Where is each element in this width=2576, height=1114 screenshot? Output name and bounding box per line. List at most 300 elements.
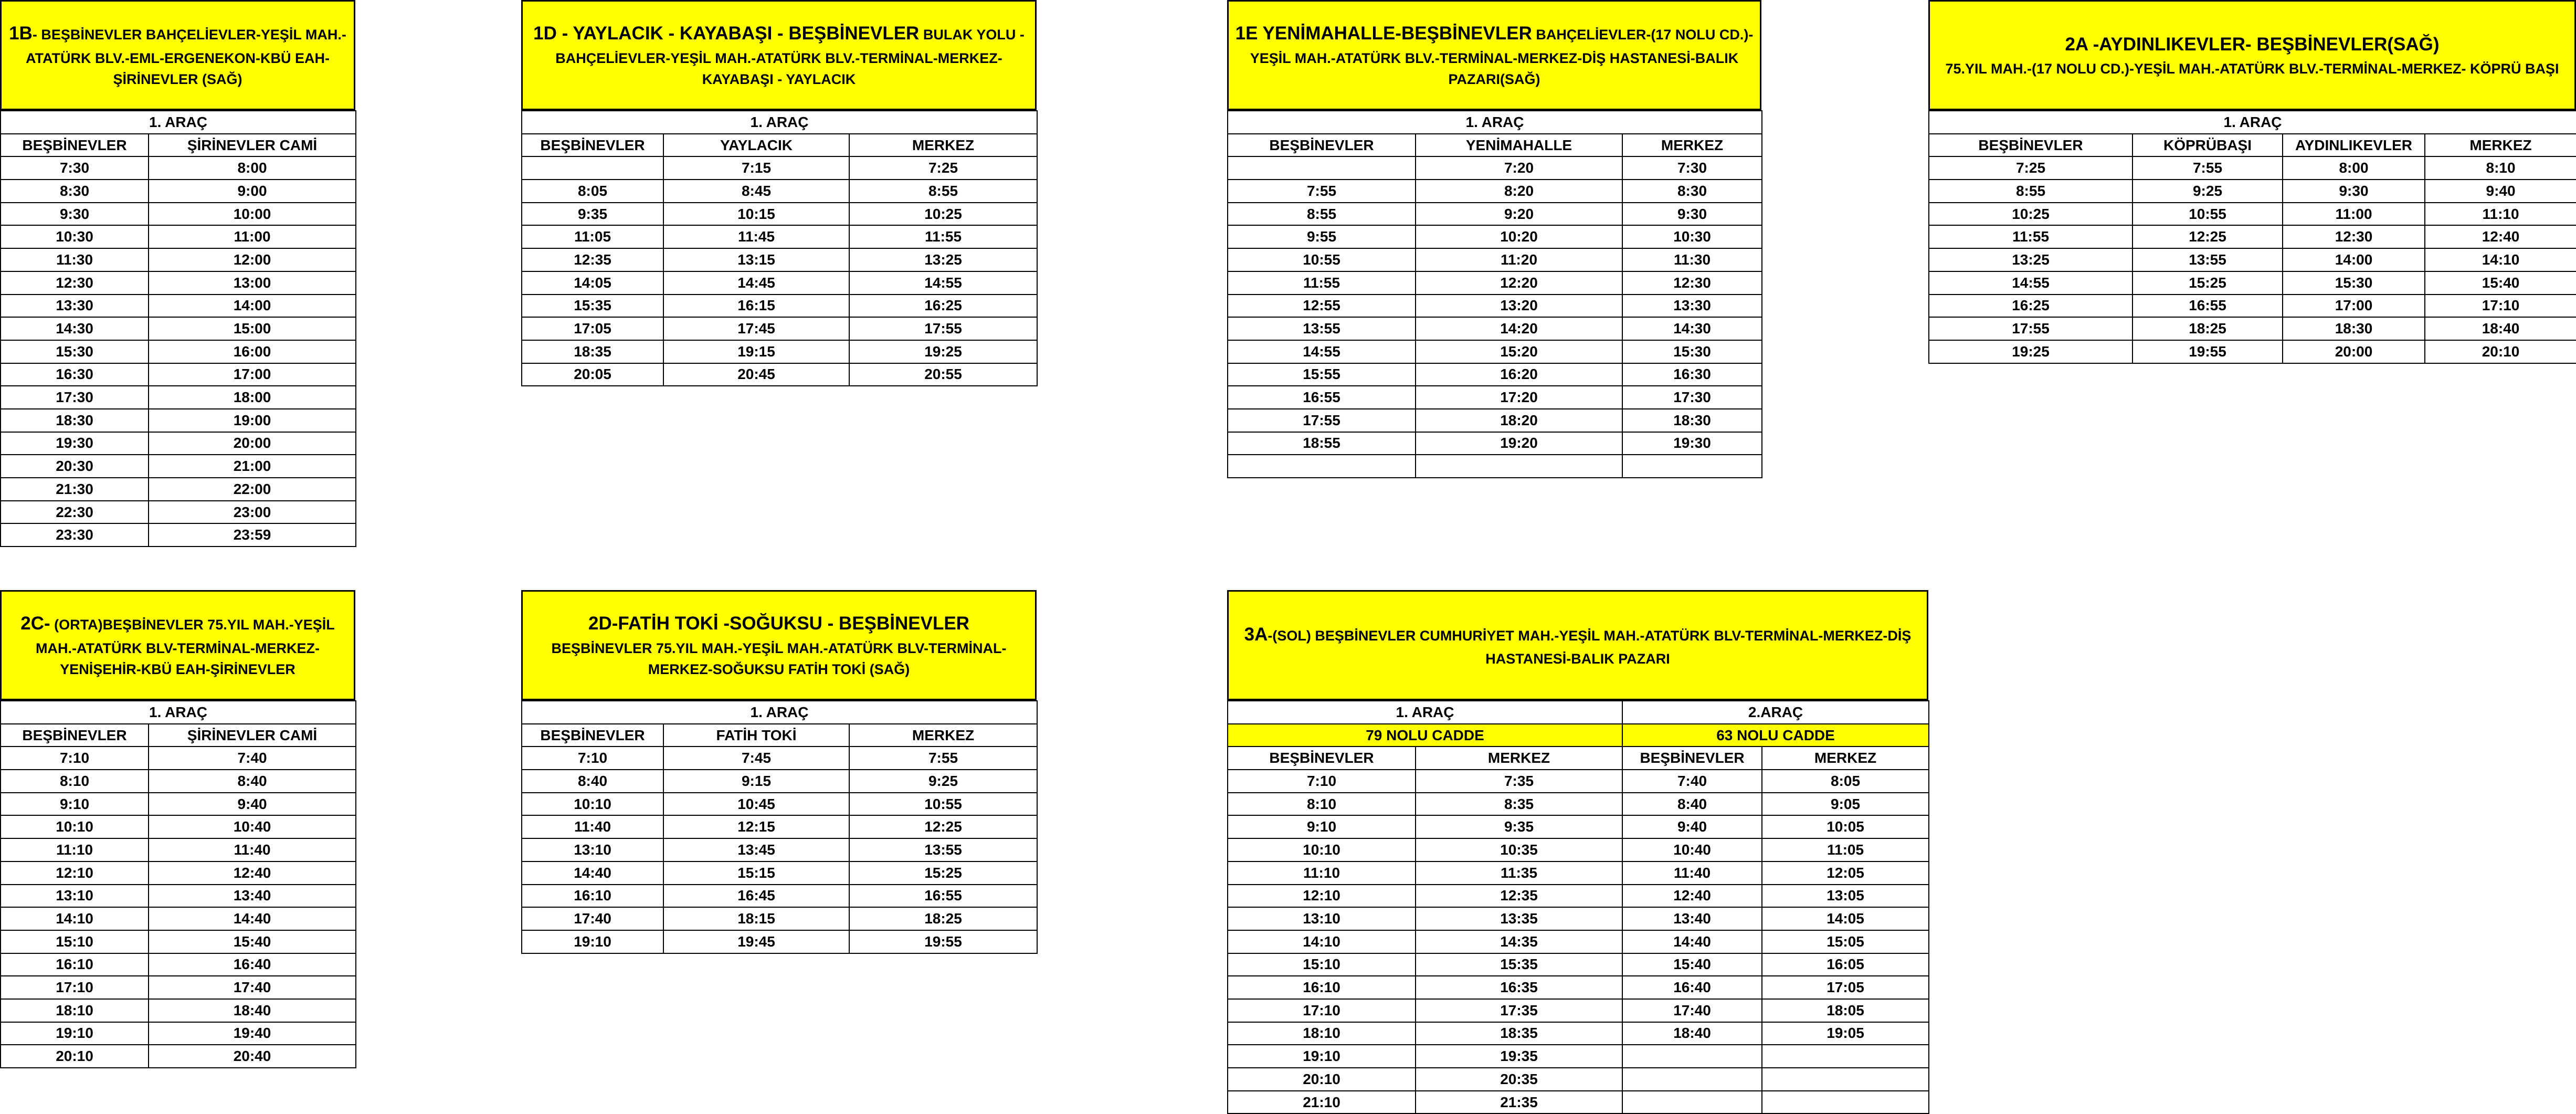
time-cell: 19:00 <box>149 409 356 432</box>
timetable-2c <box>0 700 356 1068</box>
time-cell: 12:20 <box>1416 271 1622 295</box>
time-cell: 21:10 <box>1228 1091 1416 1114</box>
route-description: BEŞBİNEVLER 75.YIL MAH.-YEŞİL MAH.-ATATÜRK BLV-TERMİNAL-MERKEZ-SOĞUKSU FATİH TOKİ (SAĞ) <box>551 640 1007 678</box>
time-cell: 8:00 <box>149 156 356 180</box>
table-row <box>522 156 1037 180</box>
table-row <box>522 815 1037 838</box>
route-code: 1E YENİMAHALLE-BEŞBİNEVLER <box>1235 23 1532 44</box>
table-row <box>1228 386 1762 409</box>
time-cell: 14:30 <box>1 317 149 340</box>
time-cell: 7:30 <box>1622 156 1762 180</box>
column-header-row <box>1 724 356 747</box>
table-row <box>1 386 356 409</box>
vehicle-label: 1. ARAÇ <box>1 701 356 724</box>
time-cell: 18:55 <box>1228 432 1416 455</box>
vehicle-label: 1. ARAÇ <box>1929 111 2576 134</box>
time-cell: 10:10 <box>522 793 663 816</box>
time-cell: 12:00 <box>149 248 356 271</box>
time-cell <box>1762 1091 1929 1114</box>
time-cell: 15:35 <box>1416 953 1622 976</box>
time-cell: 20:40 <box>149 1045 356 1068</box>
vehicle-label: 1. ARAÇ <box>1228 111 1762 134</box>
time-cell: 14:00 <box>2283 248 2425 271</box>
time-cell <box>1622 1045 1762 1068</box>
time-cell: 18:25 <box>2132 317 2283 340</box>
table-row <box>1 770 356 793</box>
time-cell: 10:10 <box>1228 838 1416 861</box>
time-cell: 7:55 <box>849 747 1037 770</box>
time-cell: 14:20 <box>1416 317 1622 340</box>
time-cell: 20:00 <box>149 432 356 455</box>
route-1b <box>0 0 355 547</box>
time-cell: 10:30 <box>1622 225 1762 248</box>
time-cell: 13:25 <box>1929 248 2132 271</box>
table-row <box>1 1022 356 1045</box>
route-2a <box>1928 0 2576 364</box>
time-cell: 9:25 <box>2132 180 2283 203</box>
table-row <box>1228 203 1762 226</box>
table-row <box>1228 815 1929 838</box>
time-cell: 11:40 <box>1622 861 1762 885</box>
route-description: BULAK YOLU -BAHÇELİEVLER-YEŞİL MAH.-ATATÜRK BLV.-TERMİNAL-MERKEZ-KAYABAŞI - YAYLACIK <box>555 27 1025 88</box>
time-cell: 15:10 <box>1228 953 1416 976</box>
table-row <box>1 478 356 501</box>
time-cell: 9:35 <box>522 203 663 226</box>
time-cell: 15:15 <box>663 861 849 885</box>
table-row <box>1228 770 1929 793</box>
column-header: FATİH TOKİ <box>663 724 849 747</box>
time-cell: 13:25 <box>849 248 1037 271</box>
table-row <box>1228 432 1762 455</box>
time-cell: 8:20 <box>1416 180 1622 203</box>
time-cell: 17:40 <box>522 907 663 930</box>
timetable-body <box>522 156 1037 386</box>
column-header: MERKEZ <box>1622 134 1762 157</box>
time-cell: 12:10 <box>1 861 149 885</box>
route-code: 2A -AYDINLIKEVLER- BEŞBİNEVLER(SAĞ) <box>2065 34 2440 55</box>
time-cell: 18:05 <box>1762 999 1929 1022</box>
table-row <box>1 793 356 816</box>
table-row <box>1929 225 2576 248</box>
time-cell: 17:45 <box>663 317 849 340</box>
time-cell: 12:10 <box>1228 885 1416 908</box>
time-cell: 19:20 <box>1416 432 1622 455</box>
time-cell: 15:10 <box>1 930 149 953</box>
table-row <box>1228 793 1929 816</box>
time-cell: 15:40 <box>2425 271 2576 295</box>
vehicle-row <box>1929 111 2576 134</box>
timetable-body <box>1929 156 2576 363</box>
time-cell: 9:35 <box>1416 815 1622 838</box>
table-row <box>1 815 356 838</box>
timetable-1d <box>521 110 1038 386</box>
time-cell: 8:55 <box>849 180 1037 203</box>
table-row <box>1228 1022 1929 1045</box>
time-cell: 9:10 <box>1228 815 1416 838</box>
time-cell: 11:10 <box>1 838 149 861</box>
time-cell: 18:40 <box>2425 317 2576 340</box>
table-row <box>1228 861 1929 885</box>
time-cell: 13:10 <box>1 885 149 908</box>
time-cell: 8:05 <box>1762 770 1929 793</box>
time-cell: 8:55 <box>1929 180 2132 203</box>
route-1b-header <box>0 0 355 110</box>
time-cell: 12:35 <box>1416 885 1622 908</box>
time-cell: 7:15 <box>663 156 849 180</box>
table-row <box>1228 156 1762 180</box>
route-description: -(SOL) BEŞBİNEVLER CUMHURİYET MAH.-YEŞİL MAH.-ATATÜRK BLV-TERMİNAL-MERKEZ-DİŞ HASTANESİ-BALIK PAZARI <box>1268 627 1912 667</box>
time-cell: 11:30 <box>1622 248 1762 271</box>
time-cell: 22:00 <box>149 478 356 501</box>
time-cell: 19:55 <box>2132 340 2283 363</box>
time-cell: 14:45 <box>663 271 849 295</box>
time-cell: 14:10 <box>2425 248 2576 271</box>
street-label: 79 NOLU CADDE <box>1228 724 1622 747</box>
time-cell: 10:40 <box>149 815 356 838</box>
time-cell: 19:30 <box>1 432 149 455</box>
table-row <box>1228 271 1762 295</box>
time-cell: 15:25 <box>2132 271 2283 295</box>
time-cell: 19:10 <box>1228 1045 1416 1068</box>
time-cell: 13:30 <box>1 295 149 318</box>
timetable-1b <box>0 110 356 547</box>
table-row <box>1929 203 2576 226</box>
column-header: KÖPRÜBAŞI <box>2132 134 2283 157</box>
time-cell: 16:55 <box>849 885 1037 908</box>
time-cell: 14:55 <box>849 271 1037 295</box>
column-header: BEŞBİNEVLER <box>1929 134 2132 157</box>
vehicle-label: 1. ARAÇ <box>522 701 1037 724</box>
time-cell: 20:30 <box>1 455 149 478</box>
time-cell: 13:40 <box>149 885 356 908</box>
time-cell: 13:00 <box>149 271 356 295</box>
time-cell: 9:15 <box>663 770 849 793</box>
table-row <box>1 409 356 432</box>
time-cell: 12:30 <box>1 271 149 295</box>
time-cell: 10:25 <box>1929 203 2132 226</box>
route-code: 1B <box>9 23 33 44</box>
table-row <box>1 885 356 908</box>
time-cell: 11:10 <box>1228 861 1416 885</box>
column-header: BEŞBİNEVLER <box>1 724 149 747</box>
column-header-row <box>1228 134 1762 157</box>
table-row <box>1228 1091 1929 1114</box>
table-row <box>522 363 1037 386</box>
time-cell: 7:45 <box>663 747 849 770</box>
table-row <box>1 295 356 318</box>
table-row <box>1228 180 1762 203</box>
time-cell: 19:10 <box>1 1022 149 1045</box>
vehicle-row <box>1 111 356 134</box>
time-cell: 15:00 <box>149 317 356 340</box>
time-cell: 16:05 <box>1762 953 1929 976</box>
table-row <box>522 793 1037 816</box>
time-cell: 20:10 <box>2425 340 2576 363</box>
time-cell: 16:20 <box>1416 363 1622 386</box>
column-header: BEŞBİNEVLER <box>1622 747 1762 770</box>
vehicle-label: 1. ARAÇ <box>522 111 1037 134</box>
time-cell: 11:30 <box>1 248 149 271</box>
table-row <box>1228 953 1929 976</box>
time-cell: 17:55 <box>1929 317 2132 340</box>
time-cell: 7:20 <box>1416 156 1622 180</box>
table-row <box>522 838 1037 861</box>
column-header: YENİMAHALLE <box>1416 134 1622 157</box>
time-cell <box>1622 1068 1762 1091</box>
time-cell: 18:20 <box>1416 409 1622 432</box>
time-cell: 8:10 <box>1 770 149 793</box>
time-cell: 8:00 <box>2283 156 2425 180</box>
table-row <box>1228 363 1762 386</box>
table-row <box>1 180 356 203</box>
table-row <box>1 747 356 770</box>
route-1e <box>1227 0 1761 478</box>
table-row <box>1929 317 2576 340</box>
time-cell: 8:40 <box>149 770 356 793</box>
time-cell: 8:10 <box>1228 793 1416 816</box>
table-row <box>1 363 356 386</box>
time-cell: 11:55 <box>1929 225 2132 248</box>
time-cell: 18:30 <box>1 409 149 432</box>
time-cell: 23:30 <box>1 523 149 547</box>
time-cell <box>522 156 663 180</box>
time-cell: 14:40 <box>1622 930 1762 953</box>
route-description: 75.YIL MAH.-(17 NOLU CD.)-YEŞİL MAH.-ATATÜRK BLV.-TERMİNAL-MERKEZ- KÖPRÜ BAŞI <box>1945 61 2559 77</box>
timetable-body <box>1 156 356 547</box>
time-cell: 18:10 <box>1 999 149 1022</box>
route-1d-header <box>521 0 1037 110</box>
time-cell: 17:30 <box>1 386 149 409</box>
column-header-row <box>522 134 1037 157</box>
time-cell: 13:10 <box>522 838 663 861</box>
time-cell: 18:10 <box>1228 1022 1416 1045</box>
time-cell: 10:35 <box>1416 838 1622 861</box>
column-header-row <box>1929 134 2576 157</box>
table-row <box>522 271 1037 295</box>
time-cell: 11:00 <box>149 225 356 248</box>
table-row <box>1929 248 2576 271</box>
time-cell: 12:25 <box>2132 225 2283 248</box>
time-cell: 10:10 <box>1 815 149 838</box>
time-cell: 16:45 <box>663 885 849 908</box>
time-cell: 23:59 <box>149 523 356 547</box>
time-cell: 9:20 <box>1416 203 1622 226</box>
time-cell: 8:05 <box>522 180 663 203</box>
table-row <box>1228 409 1762 432</box>
table-row <box>1228 248 1762 271</box>
time-cell: 14:55 <box>1228 340 1416 363</box>
time-cell: 8:45 <box>663 180 849 203</box>
time-cell: 11:10 <box>2425 203 2576 226</box>
route-2c <box>0 590 355 1068</box>
time-cell: 11:40 <box>522 815 663 838</box>
timetable-body <box>522 747 1037 953</box>
vehicle-label: 1. ARAÇ <box>1228 701 1622 724</box>
time-cell: 20:45 <box>663 363 849 386</box>
column-header: ŞİRİNEVLER CAMİ <box>149 134 356 157</box>
table-row <box>1 930 356 953</box>
vehicle-label: 2.ARAÇ <box>1622 701 1929 724</box>
time-cell: 11:00 <box>2283 203 2425 226</box>
time-cell: 11:05 <box>1762 838 1929 861</box>
time-cell: 21:35 <box>1416 1091 1622 1114</box>
time-cell: 7:40 <box>1622 770 1762 793</box>
time-cell: 17:40 <box>1622 999 1762 1022</box>
table-row <box>1228 1045 1929 1068</box>
time-cell: 17:10 <box>1 976 149 999</box>
time-cell: 7:10 <box>1 747 149 770</box>
route-1d <box>521 0 1037 386</box>
vehicle-row <box>1228 701 1929 724</box>
table-row <box>522 317 1037 340</box>
route-2a-header <box>1928 0 2576 110</box>
time-cell: 19:25 <box>1929 340 2132 363</box>
time-cell: 16:10 <box>522 885 663 908</box>
time-cell: 8:10 <box>2425 156 2576 180</box>
time-cell: 13:30 <box>1622 295 1762 318</box>
table-row <box>1 907 356 930</box>
time-cell: 13:40 <box>1622 907 1762 930</box>
time-cell: 15:30 <box>1 340 149 363</box>
time-cell: 10:20 <box>1416 225 1622 248</box>
time-cell: 10:55 <box>1228 248 1416 271</box>
time-cell: 10:55 <box>849 793 1037 816</box>
time-cell: 15:35 <box>522 295 663 318</box>
table-row <box>1228 907 1929 930</box>
table-row <box>1929 295 2576 318</box>
time-cell: 11:40 <box>149 838 356 861</box>
time-cell: 8:40 <box>1622 793 1762 816</box>
time-cell: 20:55 <box>849 363 1037 386</box>
table-row <box>1228 838 1929 861</box>
route-description: BAHÇELİEVLER-(17 NOLU CD.)-YEŞİL MAH.-ATATÜRK BLV.-TERMİNAL-MERKEZ-DİŞ HASTANESİ-BALIK PAZARI(SAĞ) <box>1250 27 1754 88</box>
time-cell: 13:55 <box>1228 317 1416 340</box>
time-cell: 9:30 <box>1622 203 1762 226</box>
timetable-3a <box>1227 700 1929 1114</box>
time-cell: 11:45 <box>663 225 849 248</box>
time-cell: 18:15 <box>663 907 849 930</box>
timetable-body <box>1228 770 1929 1113</box>
time-cell: 12:55 <box>1228 295 1416 318</box>
time-cell: 16:10 <box>1228 976 1416 999</box>
table-row <box>1 523 356 547</box>
time-cell: 12:35 <box>522 248 663 271</box>
vehicle-row <box>1 701 356 724</box>
time-cell: 9:00 <box>149 180 356 203</box>
table-row <box>522 248 1037 271</box>
table-row <box>1228 999 1929 1022</box>
table-row <box>1929 156 2576 180</box>
column-header: MERKEZ <box>1762 747 1929 770</box>
table-row <box>522 770 1037 793</box>
table-row <box>1 271 356 295</box>
time-cell: 13:10 <box>1228 907 1416 930</box>
time-cell: 8:30 <box>1 180 149 203</box>
time-cell: 17:20 <box>1416 386 1622 409</box>
timetable-1e <box>1227 110 1762 478</box>
table-row <box>522 295 1037 318</box>
time-cell: 13:45 <box>663 838 849 861</box>
time-cell: 11:55 <box>849 225 1037 248</box>
column-header-row <box>1228 747 1929 770</box>
time-cell: 14:40 <box>149 907 356 930</box>
table-row <box>1228 317 1762 340</box>
time-cell: 17:55 <box>849 317 1037 340</box>
time-cell: 16:10 <box>1 953 149 976</box>
time-cell: 18:35 <box>1416 1022 1622 1045</box>
time-cell: 16:40 <box>1622 976 1762 999</box>
time-cell: 17:00 <box>149 363 356 386</box>
table-row <box>1 999 356 1022</box>
time-cell: 10:30 <box>1 225 149 248</box>
time-cell: 10:45 <box>663 793 849 816</box>
table-row <box>1 861 356 885</box>
column-header-row <box>522 724 1037 747</box>
table-row <box>1228 976 1929 999</box>
time-cell: 14:00 <box>149 295 356 318</box>
time-cell: 9:10 <box>1 793 149 816</box>
column-header: BEŞBİNEVLER <box>1228 134 1416 157</box>
route-code: 1D - YAYLACIK - KAYABAŞI - BEŞBİNEVLER <box>533 23 920 44</box>
time-cell: 16:25 <box>1929 295 2132 318</box>
column-header: BEŞBİNEVLER <box>1228 747 1416 770</box>
vehicle-label: 1. ARAÇ <box>1 111 356 134</box>
time-cell: 19:15 <box>663 340 849 363</box>
time-cell: 15:05 <box>1762 930 1929 953</box>
route-2d-header <box>521 590 1037 700</box>
time-cell: 16:30 <box>1 363 149 386</box>
time-cell: 18:25 <box>849 907 1037 930</box>
time-cell: 16:35 <box>1416 976 1622 999</box>
time-cell: 17:55 <box>1228 409 1416 432</box>
street-row <box>1228 724 1929 747</box>
column-header: AYDINLIKEVLER <box>2283 134 2425 157</box>
time-cell: 14:30 <box>1622 317 1762 340</box>
time-cell: 11:55 <box>1228 271 1416 295</box>
column-header-row <box>1 134 356 157</box>
route-3a-header <box>1227 590 1928 700</box>
time-cell: 18:40 <box>1622 1022 1762 1045</box>
time-cell: 16:00 <box>149 340 356 363</box>
time-cell: 9:30 <box>1 203 149 226</box>
time-cell: 19:40 <box>149 1022 356 1045</box>
time-cell: 14:05 <box>522 271 663 295</box>
time-cell: 12:05 <box>1762 861 1929 885</box>
time-cell: 9:40 <box>149 793 356 816</box>
table-row <box>1 501 356 524</box>
time-cell <box>1762 1068 1929 1091</box>
timetable-body <box>1 747 356 1068</box>
table-row <box>1 225 356 248</box>
time-cell: 20:10 <box>1 1045 149 1068</box>
time-cell: 15:30 <box>1622 340 1762 363</box>
time-cell: 10:25 <box>849 203 1037 226</box>
time-cell: 7:30 <box>1 156 149 180</box>
time-cell: 16:30 <box>1622 363 1762 386</box>
time-cell: 14:05 <box>1762 907 1929 930</box>
time-cell: 9:40 <box>2425 180 2576 203</box>
time-cell: 19:10 <box>522 930 663 953</box>
time-cell: 20:05 <box>522 363 663 386</box>
table-row <box>522 180 1037 203</box>
table-row <box>1 317 356 340</box>
time-cell: 7:25 <box>849 156 1037 180</box>
table-row <box>1228 295 1762 318</box>
time-cell: 10:55 <box>2132 203 2283 226</box>
vehicle-row <box>1228 111 1762 134</box>
route-code: 3A <box>1244 624 1268 645</box>
table-row <box>1228 930 1929 953</box>
